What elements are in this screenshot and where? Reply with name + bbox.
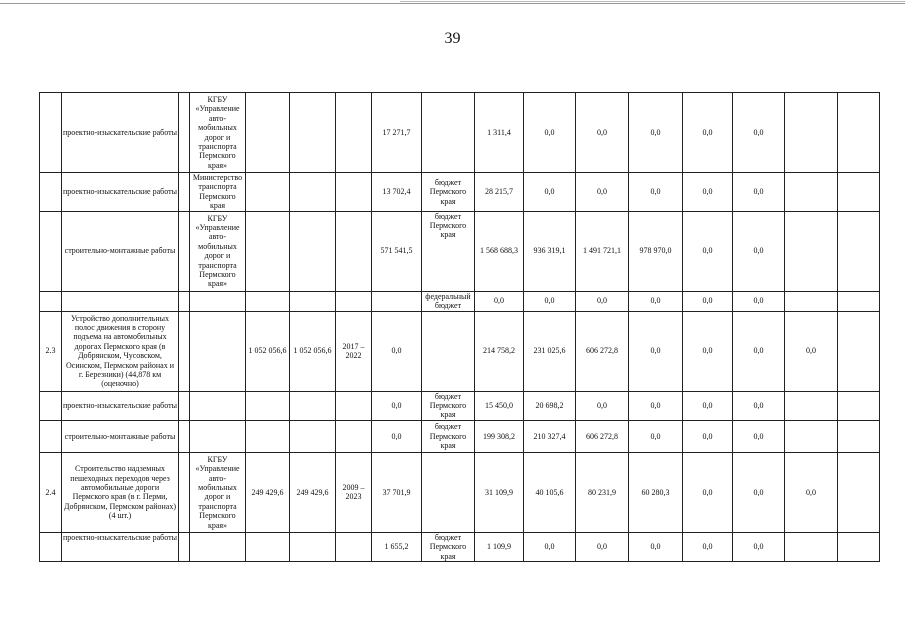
cell-extra xyxy=(838,532,880,561)
cell-year-7 xyxy=(785,211,838,291)
top-rule xyxy=(0,3,905,4)
cell-year-5: 0,0 xyxy=(683,93,733,173)
cell-year-3: 0,0 xyxy=(576,391,629,420)
cell-year-6: 0,0 xyxy=(733,532,785,561)
cell-year-2: 936 319,1 xyxy=(524,211,576,291)
cell-year-5: 0,0 xyxy=(683,211,733,291)
cell-source: бюджет Пермского края xyxy=(422,211,475,291)
cell-year-3: 0,0 xyxy=(576,173,629,212)
cell-blank xyxy=(179,452,190,532)
cell-name xyxy=(62,291,179,311)
cell-period xyxy=(336,420,372,452)
cell-source xyxy=(422,452,475,532)
cell-num xyxy=(40,93,62,173)
cell-year-3: 0,0 xyxy=(576,93,629,173)
cell-value-prior: 1 655,2 xyxy=(372,532,422,561)
cell-executor: КГБУ «Управление авто- мобильных дорог и транспорта Пермского края» xyxy=(190,452,246,532)
cell-year-6: 0,0 xyxy=(733,173,785,212)
cell-year-5: 0,0 xyxy=(683,391,733,420)
cell-year-4: 978 970,0 xyxy=(629,211,683,291)
cell-num: 2.4 xyxy=(40,452,62,532)
cell-source: бюджет Пермского края xyxy=(422,532,475,561)
cell-budget xyxy=(290,532,336,561)
cell-name: строительно-монтажные работы xyxy=(62,420,179,452)
cell-executor xyxy=(190,391,246,420)
cell-period xyxy=(336,532,372,561)
cell-year-1: 0,0 xyxy=(475,291,524,311)
cell-year-2: 210 327,4 xyxy=(524,420,576,452)
cell-extra xyxy=(838,311,880,391)
cell-name: проектно-изыскательские работы xyxy=(62,173,179,212)
cell-name: строительно-монтажные работы xyxy=(62,211,179,291)
cell-name: Устройство дополнительных полос движения в сторону подъема на автомобильных дорогах Пермского края (в Добрянском, Чусовском, Осинском, Пермском районах и г. Березники) (44,878 км (оценочно) xyxy=(62,311,179,391)
cell-year-5: 0,0 xyxy=(683,311,733,391)
cell-year-4: 0,0 xyxy=(629,532,683,561)
cell-year-6: 0,0 xyxy=(733,391,785,420)
cell-blank xyxy=(179,311,190,391)
page-number: 39 xyxy=(444,30,461,47)
cell-budget xyxy=(290,93,336,173)
cell-year-7 xyxy=(785,532,838,561)
cell-year-4: 0,0 xyxy=(629,93,683,173)
cell-num xyxy=(40,173,62,212)
top-rule-short xyxy=(400,1,905,2)
cell-year-7 xyxy=(785,93,838,173)
cell-total xyxy=(246,420,290,452)
cell-num xyxy=(40,420,62,452)
cell-period xyxy=(336,291,372,311)
cell-executor: КГБУ «Управление авто- мобильных дорог и транспорта Пермского края» xyxy=(190,211,246,291)
cell-year-3: 80 231,9 xyxy=(576,452,629,532)
cell-year-4: 0,0 xyxy=(629,311,683,391)
cell-total xyxy=(246,211,290,291)
cell-num xyxy=(40,291,62,311)
cell-extra xyxy=(838,452,880,532)
cell-year-4: 60 280,3 xyxy=(629,452,683,532)
cell-executor: Министерство транспорта Пермского края xyxy=(190,173,246,212)
cell-year-3: 0,0 xyxy=(576,532,629,561)
cell-num xyxy=(40,532,62,561)
cell-extra xyxy=(838,211,880,291)
cell-budget xyxy=(290,291,336,311)
cell-year-6: 0,0 xyxy=(733,93,785,173)
cell-value-prior: 13 702,4 xyxy=(372,173,422,212)
cell-budget xyxy=(290,391,336,420)
cell-value-prior: 37 701,9 xyxy=(372,452,422,532)
cell-year-2: 40 105,6 xyxy=(524,452,576,532)
cell-executor xyxy=(190,311,246,391)
cell-total xyxy=(246,532,290,561)
cell-year-4: 0,0 xyxy=(629,173,683,212)
cell-year-3: 606 272,8 xyxy=(576,420,629,452)
cell-total xyxy=(246,93,290,173)
cell-period: 2017 – 2022 xyxy=(336,311,372,391)
cell-year-6: 0,0 xyxy=(733,211,785,291)
cell-year-2: 0,0 xyxy=(524,532,576,561)
cell-total: 1 052 056,6 xyxy=(246,311,290,391)
cell-executor xyxy=(190,420,246,452)
cell-value-prior: 0,0 xyxy=(372,391,422,420)
cell-year-6: 0,0 xyxy=(733,452,785,532)
cell-year-2: 0,0 xyxy=(524,93,576,173)
cell-source: федеральный бюджет xyxy=(422,291,475,311)
cell-total xyxy=(246,291,290,311)
cell-year-5: 0,0 xyxy=(683,532,733,561)
cell-year-1: 15 450,0 xyxy=(475,391,524,420)
cell-budget xyxy=(290,420,336,452)
cell-blank xyxy=(179,211,190,291)
cell-year-1: 1 109,9 xyxy=(475,532,524,561)
cell-source: бюджет Пермского края xyxy=(422,391,475,420)
cell-budget xyxy=(290,211,336,291)
cell-total: 249 429,6 xyxy=(246,452,290,532)
cell-year-4: 0,0 xyxy=(629,291,683,311)
cell-period xyxy=(336,391,372,420)
cell-blank xyxy=(179,391,190,420)
cell-value-prior: 571 541,5 xyxy=(372,211,422,291)
cell-year-2: 20 698,2 xyxy=(524,391,576,420)
cell-extra xyxy=(838,93,880,173)
cell-year-1: 214 758,2 xyxy=(475,311,524,391)
cell-value-prior xyxy=(372,291,422,311)
cell-num: 2.3 xyxy=(40,311,62,391)
cell-year-7 xyxy=(785,291,838,311)
cell-year-2: 0,0 xyxy=(524,291,576,311)
cell-year-4: 0,0 xyxy=(629,420,683,452)
cell-year-1: 199 308,2 xyxy=(475,420,524,452)
cell-year-1: 1 568 688,3 xyxy=(475,211,524,291)
cell-year-1: 31 109,9 xyxy=(475,452,524,532)
cell-year-5: 0,0 xyxy=(683,291,733,311)
cell-blank xyxy=(179,420,190,452)
cell-name: Строительство надземных пешеходных переходов через автомобильные дороги Пермского края (в г. Перми, Добрянском, Пермском районах) (4 шт.) xyxy=(62,452,179,532)
cell-year-6: 0,0 xyxy=(733,311,785,391)
cell-year-3: 606 272,8 xyxy=(576,311,629,391)
cell-year-7: 0,0 xyxy=(785,452,838,532)
cell-year-1: 1 311,4 xyxy=(475,93,524,173)
cell-year-5: 0,0 xyxy=(683,420,733,452)
cell-executor xyxy=(190,291,246,311)
cell-period xyxy=(336,173,372,212)
cell-budget: 249 429,6 xyxy=(290,452,336,532)
cell-source: бюджет Пермского края xyxy=(422,420,475,452)
cell-year-6: 0,0 xyxy=(733,291,785,311)
cell-name: проектно-изыскательские работы xyxy=(62,532,179,561)
cell-period: 2009 – 2023 xyxy=(336,452,372,532)
cell-num xyxy=(40,211,62,291)
table-row xyxy=(40,420,880,452)
cell-extra xyxy=(838,291,880,311)
cell-blank xyxy=(179,173,190,212)
table-row xyxy=(40,173,880,212)
table-row xyxy=(40,532,880,561)
cell-blank xyxy=(179,532,190,561)
cell-num xyxy=(40,391,62,420)
budget-table xyxy=(39,92,880,562)
cell-year-2: 231 025,6 xyxy=(524,311,576,391)
cell-period xyxy=(336,93,372,173)
cell-year-5: 0,0 xyxy=(683,173,733,212)
cell-extra xyxy=(838,420,880,452)
table-row xyxy=(40,211,880,291)
cell-year-4: 0,0 xyxy=(629,391,683,420)
cell-executor: КГБУ «Управление авто- мобильных дорог и транспорта Пермского края» xyxy=(190,93,246,173)
cell-total xyxy=(246,391,290,420)
cell-budget xyxy=(290,173,336,212)
cell-year-7 xyxy=(785,391,838,420)
cell-executor xyxy=(190,532,246,561)
cell-name: проектно-изыскательские работы xyxy=(62,391,179,420)
cell-value-prior: 17 271,7 xyxy=(372,93,422,173)
cell-blank xyxy=(179,291,190,311)
cell-year-7: 0,0 xyxy=(785,311,838,391)
cell-blank xyxy=(179,93,190,173)
table-row xyxy=(40,311,880,391)
table-row xyxy=(40,291,880,311)
cell-name: проектно-изыскательские работы xyxy=(62,93,179,173)
cell-extra xyxy=(838,173,880,212)
cell-year-2: 0,0 xyxy=(524,173,576,212)
cell-year-7 xyxy=(785,420,838,452)
table-row xyxy=(40,452,880,532)
cell-period xyxy=(336,211,372,291)
cell-value-prior: 0,0 xyxy=(372,420,422,452)
cell-year-5: 0,0 xyxy=(683,452,733,532)
cell-year-3: 0,0 xyxy=(576,291,629,311)
cell-value-prior: 0,0 xyxy=(372,311,422,391)
cell-source: бюджет Пермского края xyxy=(422,173,475,212)
cell-year-6: 0,0 xyxy=(733,420,785,452)
cell-year-7 xyxy=(785,173,838,212)
cell-total xyxy=(246,173,290,212)
table-row xyxy=(40,93,880,173)
cell-budget: 1 052 056,6 xyxy=(290,311,336,391)
cell-year-3: 1 491 721,1 xyxy=(576,211,629,291)
table-row xyxy=(40,391,880,420)
cell-source xyxy=(422,311,475,391)
cell-source xyxy=(422,93,475,173)
cell-year-1: 28 215,7 xyxy=(475,173,524,212)
cell-extra xyxy=(838,391,880,420)
